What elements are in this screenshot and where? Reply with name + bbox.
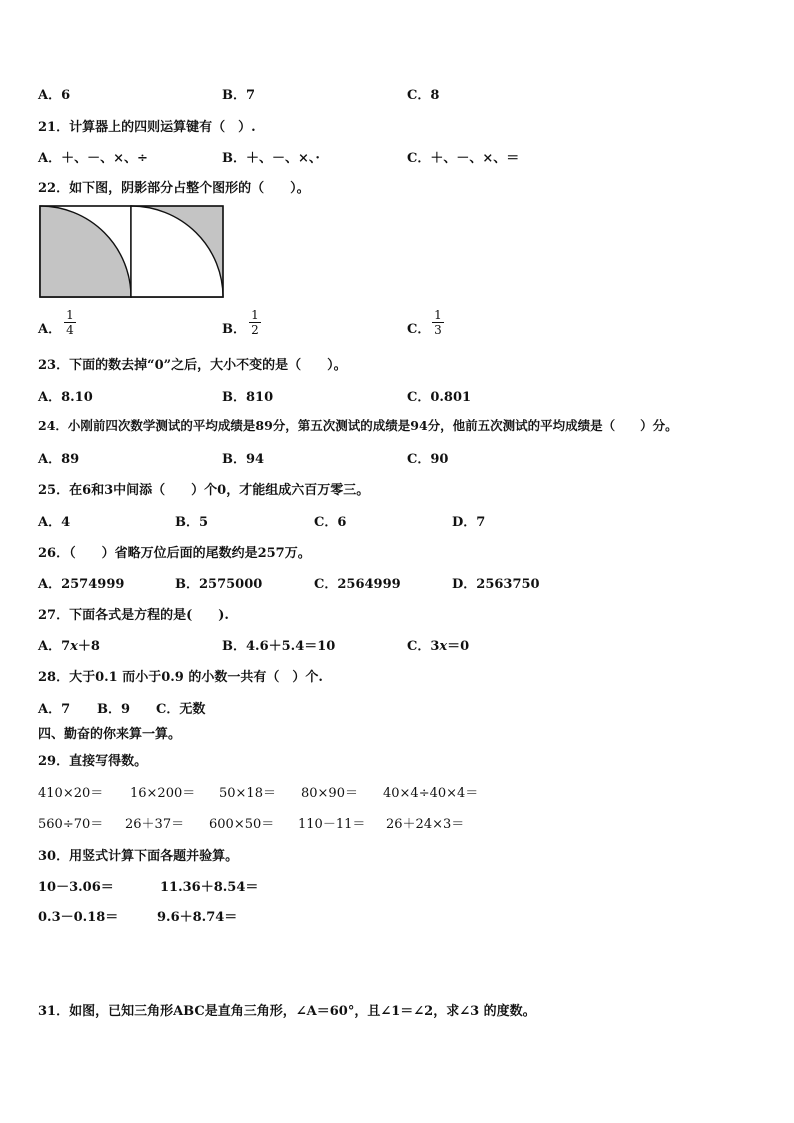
q21-option-c: C．＋、－、×、＝ (407, 151, 520, 166)
option-label: B． (222, 639, 246, 654)
q28-option-b: B．9 (97, 702, 131, 717)
q30-item: 0.3－0.18＝ (38, 910, 119, 925)
q29-question: 29．直接写得数。 (38, 754, 148, 769)
option-prefix: 3 (430, 639, 440, 654)
q24-question: 24．小刚前四次数学测试的平均成绩是89分，第五次测试的成绩是94分，他前五次测试的平均成绩是（ ）分。 (38, 418, 678, 433)
fraction-denominator: 3 (434, 323, 442, 337)
q20-option-a: A．6 (38, 88, 71, 103)
q28-option-a: A．7 (38, 702, 71, 717)
q22-option-a-fraction (64, 308, 76, 337)
q30-question: 30．用竖式计算下面各题并验算。 (38, 849, 239, 864)
q25-option-a: A．4 (38, 515, 71, 530)
fraction-numerator: 1 (249, 308, 261, 323)
q28-question: 28．大于0.1 而小于0.9 的小数一共有（ ）个. (38, 670, 323, 685)
q31-question: 31．如图，已知三角形ABC是直角三角形，∠A＝60°，且∠1＝∠2，求∠3 的度数。 (38, 1004, 536, 1019)
fraction-denominator: 2 (251, 323, 259, 337)
q29-item: 110－11＝ (298, 817, 366, 832)
q29-item: 26＋24×3＝ (386, 817, 465, 832)
q25-option-d: D．7 (452, 515, 486, 530)
q23-option-b: B．810 (222, 390, 274, 405)
q23-option-a: A．8.10 (38, 390, 93, 405)
q22-question: 22．如下图，阴影部分占整个图形的（ ）。 (38, 181, 310, 196)
q29-item: 40×4÷40×4＝ (383, 786, 479, 801)
q21-question: 21．计算器上的四则运算键有（ ）. (38, 120, 256, 135)
q24-option-b: B．94 (222, 452, 265, 467)
q27-question: 27．下面各式是方程的是( ). (38, 608, 229, 623)
option-label: A． (38, 639, 62, 654)
q22-option-c-fraction (432, 308, 444, 337)
option-prefix: 7 (61, 639, 71, 654)
q27-option-a (38, 635, 100, 654)
q21-option-b: B．＋、－、×、· (222, 151, 320, 166)
fraction-denominator: 4 (66, 323, 74, 337)
fraction-numerator: 1 (432, 308, 444, 323)
q26-option-c: C．2564999 (314, 577, 401, 592)
option-label: C． (407, 639, 431, 654)
q26-option-a: A．2574999 (38, 577, 125, 592)
q30-item: 9.6＋8.74＝ (157, 910, 238, 925)
variable-x: x (70, 639, 78, 654)
q29-item: 80×90＝ (301, 786, 358, 801)
q29-item: 560÷70＝ (38, 817, 104, 832)
q29-item: 50×18＝ (219, 786, 276, 801)
q29-item: 26＋37＝ (125, 817, 185, 832)
q27-option-c (407, 635, 469, 654)
q30-item: 10－3.06＝ (38, 880, 114, 895)
fraction-numerator: 1 (64, 308, 76, 323)
q29-item: 600×50＝ (209, 817, 275, 832)
option-prefix: 4.6＋5.4＝10 (246, 639, 336, 654)
q23-question: 23．下面的数去掉“0”之后，大小不变的是（ ）。 (38, 358, 347, 373)
q27-option-b (222, 635, 335, 654)
q26-option-b: B．2575000 (175, 577, 263, 592)
option-suffix: ＋8 (77, 639, 100, 654)
q23-option-c: C．0.801 (407, 390, 472, 405)
q22-option-c-label: C． (407, 322, 431, 337)
q29-item: 16×200＝ (130, 786, 196, 801)
q24-option-a: A．89 (38, 452, 80, 467)
q22-shaded-figure (39, 205, 225, 299)
q22-option-a-label: A． (38, 322, 62, 337)
q25-option-b: B．5 (175, 515, 209, 530)
q26-option-d: D．2563750 (452, 577, 540, 592)
q25-option-c: C．6 (314, 515, 347, 530)
q22-option-b-label: B． (222, 322, 246, 337)
q25-question: 25．在6和3中间添（ ）个0，才能组成六百万零三。 (38, 483, 370, 498)
q29-item: 410×20＝ (38, 786, 104, 801)
q26-question: 26．（ ）省略万位后面的尾数约是257万。 (38, 546, 311, 561)
q28-option-c: C．无数 (156, 702, 206, 717)
q20-option-b: B．7 (222, 88, 256, 103)
q21-option-a: A．＋、－、×、÷ (38, 151, 148, 166)
q24-option-c: C．90 (407, 452, 449, 467)
q22-option-b-fraction (249, 308, 261, 337)
variable-x: x (439, 639, 448, 654)
option-suffix: ＝0 (447, 639, 470, 654)
section-4-heading: 四、勤奋的你来算一算。 (38, 727, 182, 742)
q30-item: 11.36＋8.54＝ (160, 880, 259, 895)
q20-option-c: C．8 (407, 88, 440, 103)
